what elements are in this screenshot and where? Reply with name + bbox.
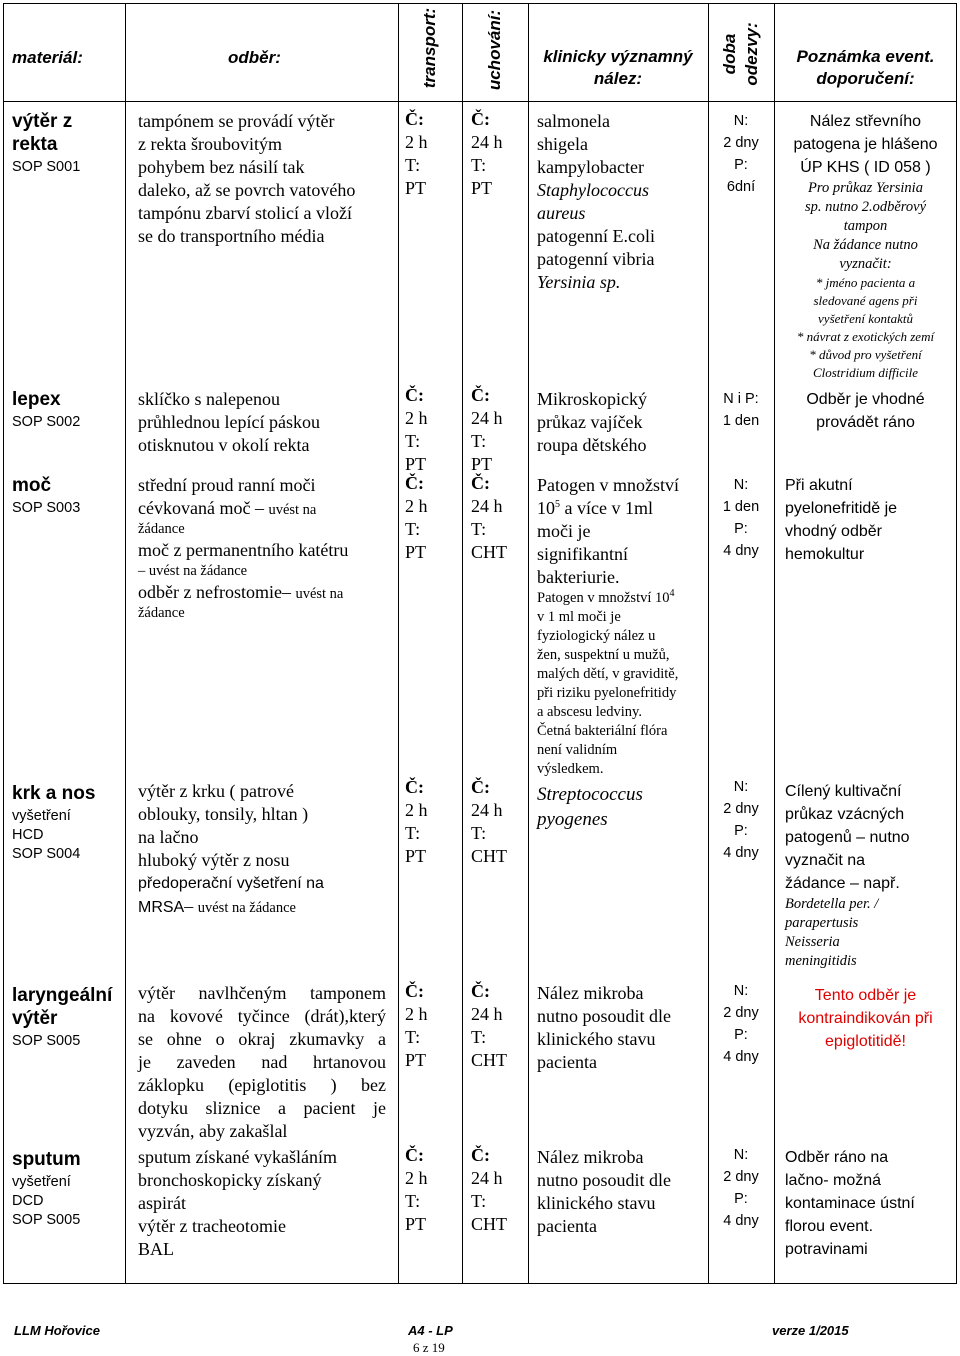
footer-page-number: 6 z 19	[413, 1340, 445, 1355]
header-collection: odběr:	[228, 48, 281, 67]
response-laryngeal: N: 2 dny P: 4 dny	[723, 983, 759, 1065]
collection-rectum: tampónem se provádí výtěr z rekta šroubovitým pohybem bez násilí tak daleko, až se povrch vatového tampónu zbarví stolicí a vloží se do transportního média	[138, 111, 356, 246]
note-urine: Při akutní pyelonefritidě je vhodný odběr hemokultur	[785, 477, 898, 563]
storage-urine: Č: 24 h T: CHT	[471, 473, 507, 562]
material-lepex: lepex SOP S002	[12, 389, 81, 430]
footer-version: verze 1/2015	[772, 1323, 849, 1338]
header-material: materiál:	[12, 48, 83, 67]
column-divider	[528, 3, 529, 1284]
transport-urine: Č: 2 h T: PT	[405, 473, 428, 562]
header-storage: uchování:	[485, 9, 504, 91]
transport-rectum: Č: 2 h T: PT	[405, 109, 428, 198]
finding-laryngeal: Nález mikroba nutno posoudit dle klinického stavu pacienta	[537, 983, 671, 1072]
finding-rectum: salmonela shigela kampylobacter Staphylococcus aureus patogenní E.coli patogenní vibria Yersinia sp.	[537, 111, 655, 292]
finding-lepex: Mikroskopický průkaz vajíček roupa dětského	[537, 389, 647, 455]
response-lepex: N i P: 1 den	[722, 391, 760, 429]
header-transport: transport:	[420, 7, 439, 89]
collection-urine: střední proud ranní moči cévkovaná moč – uvést na žádance moč z permanentního katétru – uvést na žádance odběr z nefrostomie– uvést na žádance	[138, 475, 349, 621]
finding-sputum: Nález mikroba nutno posoudit dle klinického stavu pacienta	[537, 1147, 671, 1236]
storage-sputum: Č: 24 h T: CHT	[471, 1145, 507, 1234]
note-sputum: Odběr ráno na lačno- možná kontaminace ústní florou event. potravinami	[785, 1149, 915, 1258]
response-sputum: N: 2 dny P: 4 dny	[723, 1147, 759, 1229]
collection-throat-nose: výtěr z krku ( patrové oblouky, tonsily, hltan ) na lačno hluboký výtěr z nosu předoperační vyšetření na MRSA– uvést na žádance	[138, 781, 324, 916]
column-divider	[125, 3, 126, 1284]
material-sputum: sputum vyšetření DCD SOP S005	[12, 1149, 81, 1228]
material-laryngeal: laryngeální výtěr SOP S005	[12, 985, 113, 1049]
header-divider	[3, 101, 957, 102]
column-divider	[398, 3, 399, 1284]
footer-document-code: A4 - LP	[408, 1323, 453, 1338]
storage-rectum: Č: 24 h T: PT	[471, 109, 503, 198]
finding-throat-nose: Streptococcus pyogenes	[537, 784, 643, 830]
material-throat-nose: krk a nos vyšetření HCD SOP S004	[12, 783, 96, 862]
response-rectum: N: 2 dny P: 6dní	[723, 113, 759, 195]
storage-laryngeal: Č: 24 h T: CHT	[471, 981, 507, 1070]
transport-lepex: Č: 2 h T: PT	[405, 385, 428, 474]
column-divider	[462, 3, 463, 1284]
storage-throat-nose: Č: 24 h T: CHT	[471, 777, 507, 866]
collection-lepex: sklíčko s nalepenou průhlednou lepící páskou otisknutou v okolí rekta	[138, 389, 320, 455]
footer-organization: LLM Hořovice	[14, 1323, 100, 1338]
transport-sputum: Č: 2 h T: PT	[405, 1145, 428, 1234]
transport-laryngeal: Č: 2 h T: PT	[405, 981, 428, 1070]
response-throat-nose: N: 2 dny P: 4 dny	[723, 779, 759, 861]
collection-laryngeal: výtěr navlhčeným tamponem na kovové tyčince (drát),který se ohne o okraj zkumavky a je zaveden nad hrtanovou záklopku (epiglotitis ) bez dotyku sliznice a pacient je vyzván, aby zakašlal	[138, 983, 386, 1141]
material-urine: moč SOP S003	[12, 475, 81, 516]
note-rectum: Nález střevního patogena je hlášeno ÚP KHS ( ID 058 ) Pro průkaz Yersinia sp. nutno 2.odběrový tampon Na žádance nutno vyznačit: * jméno pacienta a sledované agens při vyšetření kontaktů * návrat z exotických zemí * důvod pro vyšetření Clostridium difficile	[793, 113, 938, 380]
collection-sputum: sputum získané vykašláním bronchoskopicky získaný aspirát výtěr z tracheotomie BAL	[138, 1147, 337, 1259]
header-note: Poznámka event. doporučení:	[796, 47, 935, 88]
header-response-time: doba odezvy:	[720, 22, 761, 86]
header-finding: klinicky významný nález:	[543, 47, 693, 88]
material-rectum: výtěr z rekta SOP S001	[12, 111, 81, 175]
transport-throat-nose: Č: 2 h T: PT	[405, 777, 428, 866]
finding-urine: Patogen v množství $10^5$ a více v 1ml moči je signifikantní bakteriurie. Patogen v množství $10^4$ v 1 ml moči je fyziologický nález u žen, suspektní u mužů, malých dětí, v graviditě, při riziku pyelonefritidy a abscesu ledviny. Četná bakteriální flóra není validním výsledkem.	[537, 475, 679, 777]
note-throat-nose: Cílený kultivační průkaz vzácných patogenů – nutno vyznačit na žádance – např. Bordetella per. / parapertusis Neisseria meningitidis	[785, 783, 910, 969]
note-laryngeal-warning: Tento odběr je kontraindikován při epiglotitidě!	[798, 987, 933, 1050]
storage-lepex: Č: 24 h T: PT	[471, 385, 503, 474]
response-urine: N: 1 den P: 4 dny	[722, 477, 760, 559]
note-lepex: Odběr je vhodné provádět ráno	[806, 391, 925, 431]
